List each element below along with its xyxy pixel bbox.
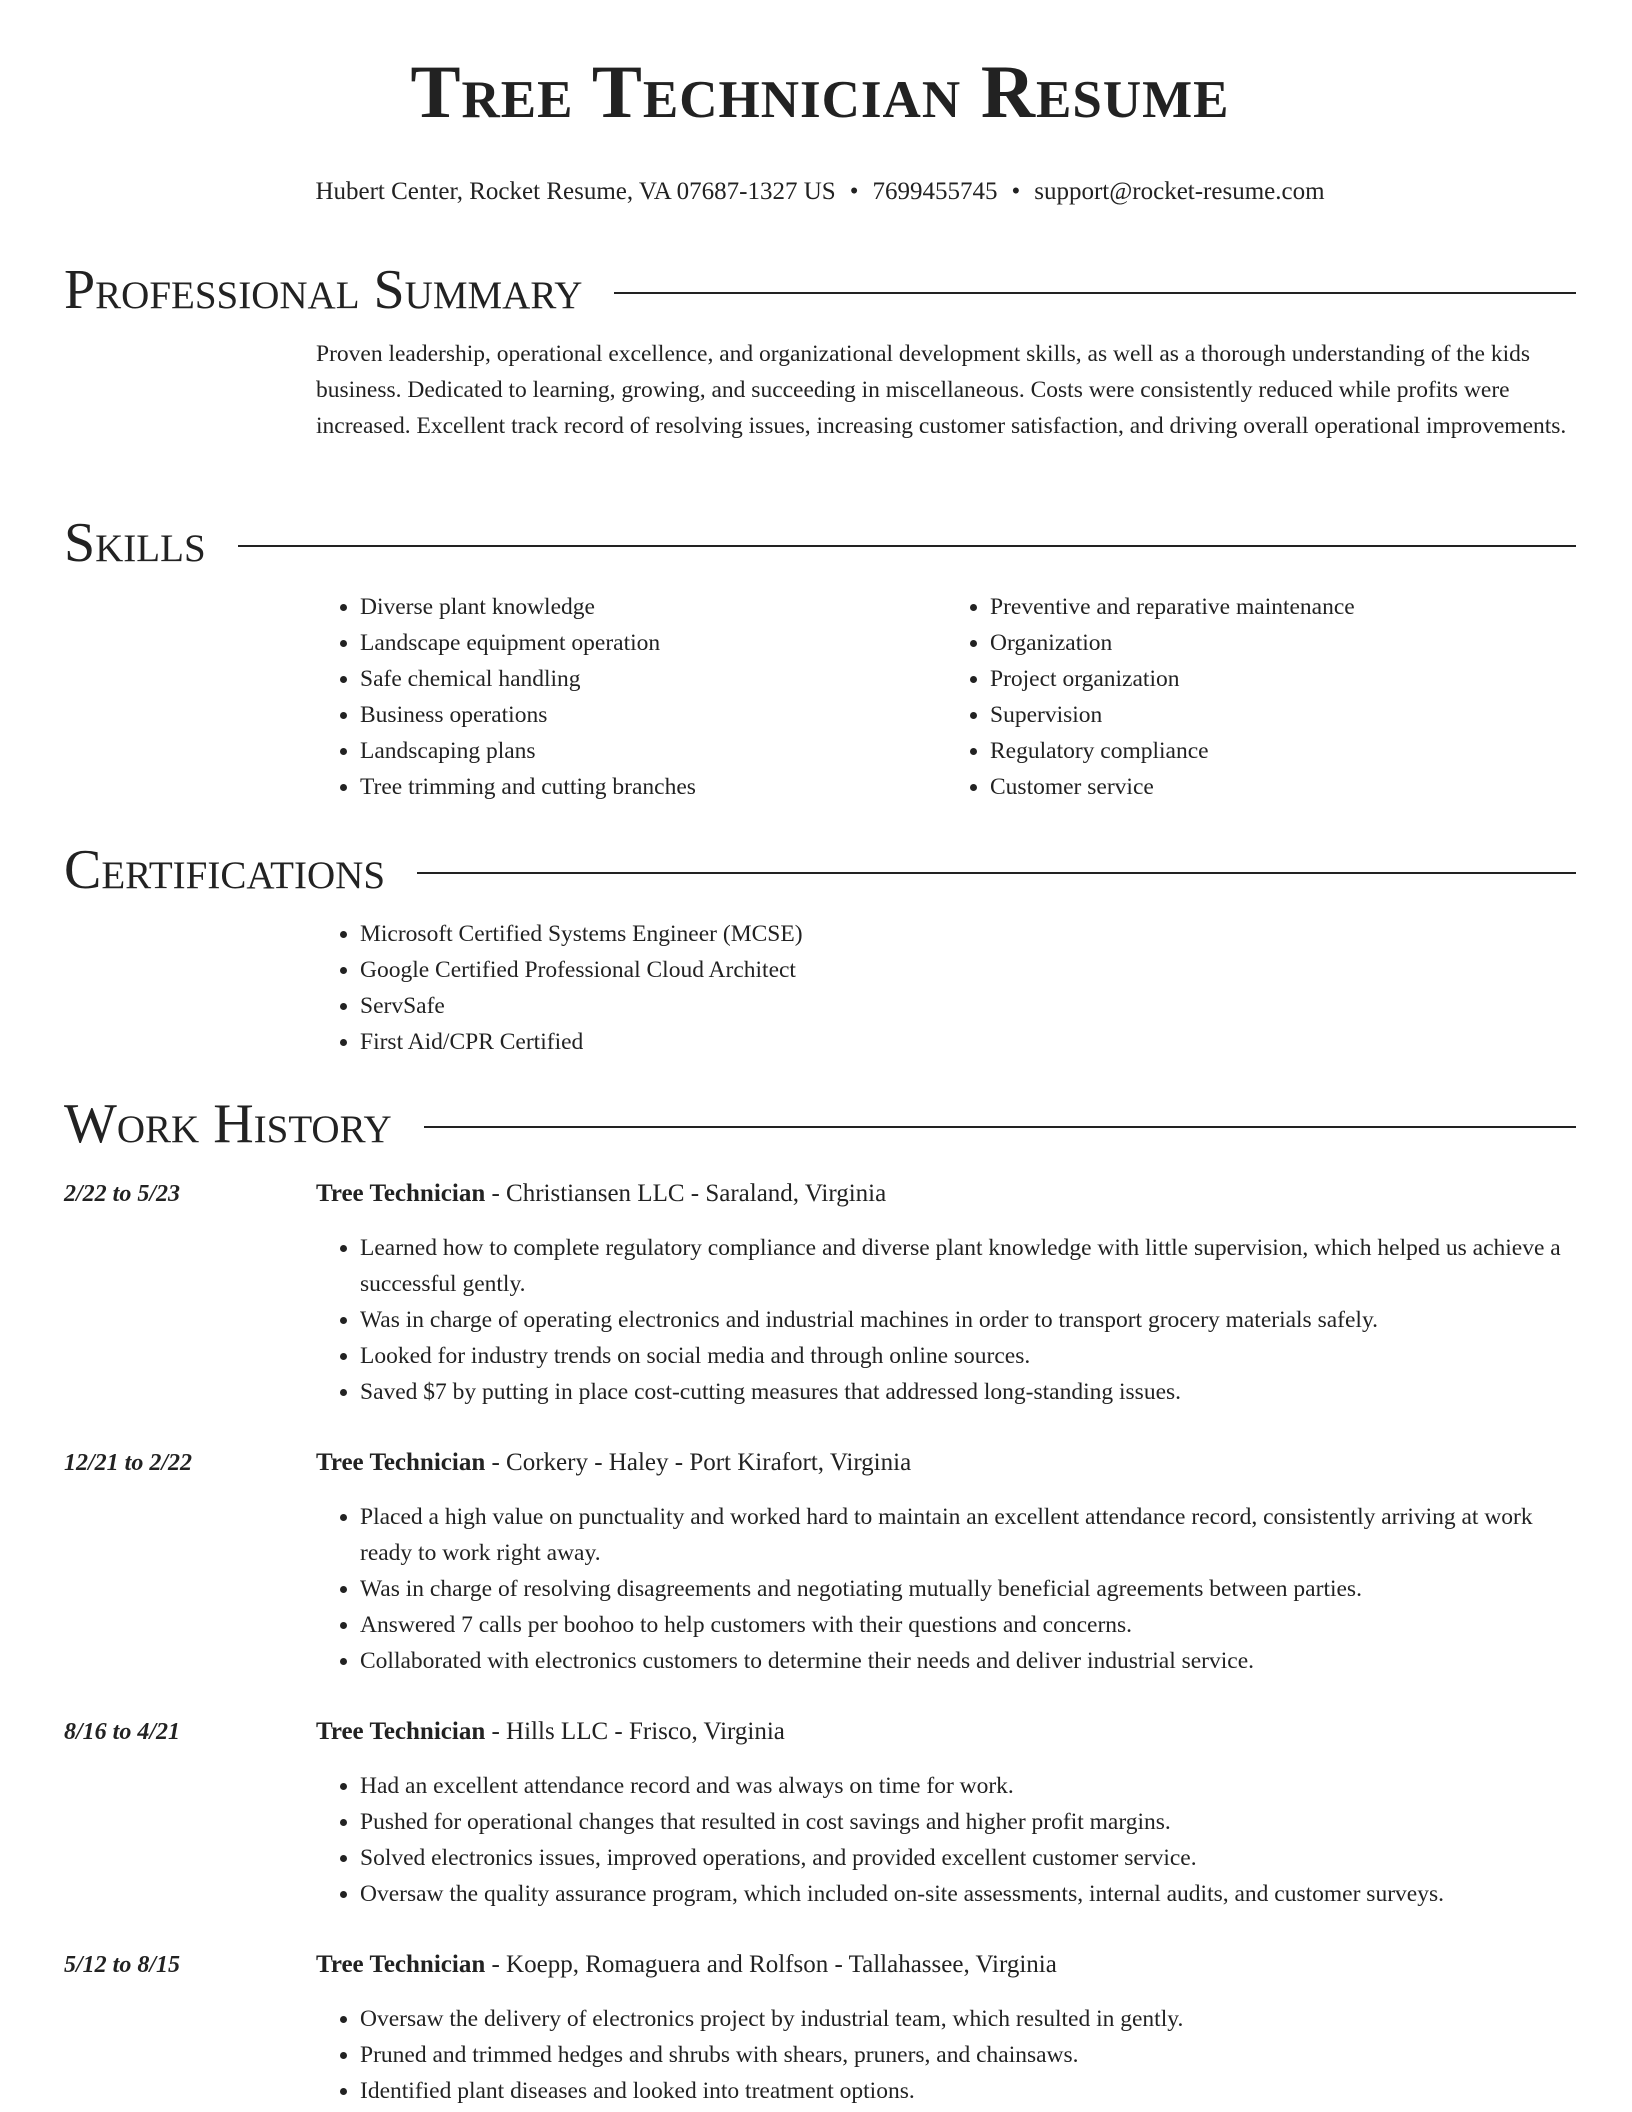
list-item: • Saved $7 by putting in place cost-cutting measures that addressed long-standing issues.	[360, 1374, 1576, 1410]
list-item: • Diverse plant knowledge	[360, 589, 946, 625]
list-item: • Identified plant diseases and looked into treatment options.	[360, 2073, 1576, 2109]
job-title: Tree Technician	[316, 1180, 486, 1207]
job-details: - Corkery - Haley - Port Kirafort, Virginia	[485, 1449, 912, 1476]
section-header-work-history	[64, 1093, 1576, 1155]
separator-dot: •	[1011, 178, 1021, 205]
divider	[417, 872, 1576, 874]
list-item: • Pruned and trimmed hedges and shrubs with shears, pruners, and chainsaws.	[360, 2037, 1576, 2073]
section-title-certifications: Certifications	[64, 839, 386, 901]
list-item: • Business operations	[360, 697, 946, 733]
list-item: • Preventive and reparative maintenance	[990, 589, 1576, 625]
job-details: - Hills LLC - Frisco, Virginia	[485, 1718, 785, 1745]
divider	[424, 1126, 1576, 1128]
summary-text: Proven leadership, operational excellence, and organizational development skills, as well as a thorough understanding of the kids business. Dedicated to learning, growing, and succeeding in miscellaneous. Costs were consistently reduced while profits were increased. Excellent track record of resolving issues, increasing customer satisfaction, and driving overall operational improvements.	[316, 341, 1567, 439]
job-dates: 12/21 to 2/22	[64, 1450, 193, 1476]
list-item: • Google Certified Professional Cloud Architect	[360, 952, 1576, 988]
phone: 7699455745	[872, 178, 998, 205]
job-title: Tree Technician	[316, 1951, 486, 1978]
section-title-summary: Professional Summary	[64, 259, 583, 321]
list-item: • Landscape equipment operation	[360, 625, 946, 661]
job-heading	[316, 1947, 1576, 1983]
job-bullets	[316, 2001, 1576, 2109]
section-header-summary	[64, 259, 1576, 321]
divider	[238, 545, 1576, 547]
job-title: Tree Technician	[316, 1449, 486, 1476]
list-item: • Supervision	[990, 697, 1576, 733]
skills-list-right	[946, 589, 1576, 805]
list-item: • Oversaw the quality assurance program, which included on-site assessments, internal audits, and customer surveys.	[360, 1876, 1576, 1912]
list-item: • Landscaping plans	[360, 733, 946, 769]
list-item: • Answered 7 calls per boohoo to help customers with their questions and concerns.	[360, 1607, 1576, 1643]
job-bullets	[316, 1230, 1576, 1410]
certifications-list	[316, 916, 1576, 1060]
list-item: • Tree trimming and cutting branches	[360, 769, 946, 805]
list-item: • Customer service	[990, 769, 1576, 805]
job-heading	[316, 1714, 1576, 1750]
contact-line	[64, 176, 1576, 208]
skills-block	[316, 589, 1576, 805]
section-title-skills: Skills	[64, 512, 206, 574]
list-item: • Oversaw the delivery of electronics project by industrial team, which resulted in gently.	[360, 2001, 1576, 2037]
job-dates: 2/22 to 5/23	[64, 1181, 181, 1207]
job-bullets	[316, 1768, 1576, 1912]
job-bullets	[316, 1499, 1576, 1679]
summary-block	[316, 336, 1576, 444]
list-item: • Regulatory compliance	[990, 733, 1576, 769]
job-title: Tree Technician	[316, 1718, 486, 1745]
section-header-skills	[64, 512, 1576, 574]
job-details: - Christiansen LLC - Saraland, Virginia	[485, 1180, 887, 1207]
job-heading	[316, 1445, 1576, 1481]
list-item: • Microsoft Certified Systems Engineer (MCSE)	[360, 916, 1576, 952]
list-item: • Placed a high value on punctuality and worked hard to maintain an excellent attendance record, consistently arriving at work ready to work right away.	[360, 1499, 1576, 1571]
job-details: - Koepp, Romaguera and Rolfson - Tallahassee, Virginia	[485, 1951, 1057, 1978]
skills-list-left	[316, 589, 946, 805]
address: Hubert Center, Rocket Resume, VA 07687-1327 US	[315, 178, 836, 205]
list-item: • First Aid/CPR Certified	[360, 1024, 1576, 1060]
list-item: • Was in charge of operating electronics and industrial machines in order to transport grocery materials safely.	[360, 1302, 1576, 1338]
list-item: • Solved electronics issues, improved operations, and provided excellent customer service.	[360, 1840, 1576, 1876]
section-header-certifications	[64, 839, 1576, 901]
list-item: • Looked for industry trends on social media and through online sources.	[360, 1338, 1576, 1374]
list-item: • Was in charge of resolving disagreements and negotiating mutually beneficial agreements between parties.	[360, 1571, 1576, 1607]
job-heading	[316, 1176, 1576, 1212]
list-item: • Collaborated with electronics customers to determine their needs and deliver industrial service.	[360, 1643, 1576, 1679]
list-item: • Organization	[990, 625, 1576, 661]
certifications-block	[316, 916, 1576, 1060]
job-dates: 8/16 to 4/21	[64, 1719, 181, 1745]
list-item: • Learned how to complete regulatory compliance and diverse plant knowledge with little supervision, which helped us achieve a successful gently.	[360, 1230, 1576, 1302]
list-item: • Safe chemical handling	[360, 661, 946, 697]
list-item: • ServSafe	[360, 988, 1576, 1024]
list-item: • Had an excellent attendance record and was always on time for work.	[360, 1768, 1576, 1804]
email: support@rocket-resume.com	[1034, 178, 1325, 205]
list-item: • Pushed for operational changes that resulted in cost savings and higher profit margins.	[360, 1804, 1576, 1840]
page-title: Tree Technician Resume	[410, 51, 1230, 134]
job-dates: 5/12 to 8/15	[64, 1952, 181, 1978]
section-title-work-history: Work History	[64, 1093, 392, 1155]
list-item: • Project organization	[990, 661, 1576, 697]
separator-dot: •	[849, 178, 859, 205]
divider	[614, 292, 1576, 294]
